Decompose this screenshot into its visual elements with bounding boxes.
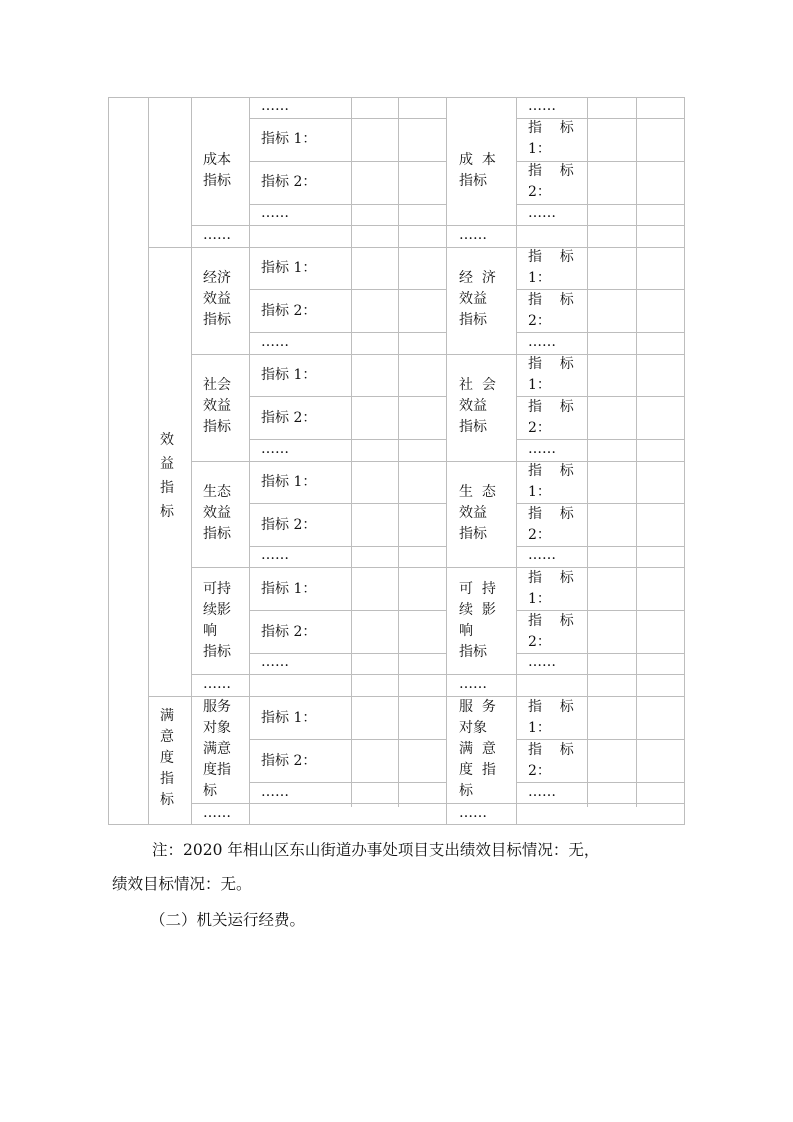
cost-label-left: 成本 指标 (203, 152, 231, 189)
indicator-1-right: 指 标 1： (528, 570, 574, 607)
indicator-1-left: 指标 1： (261, 710, 317, 726)
grid-line (249, 503, 447, 504)
dots-cell: …… (528, 654, 556, 670)
dots-cell: …… (528, 205, 556, 221)
grid-line (249, 396, 447, 397)
grid-line (249, 610, 447, 611)
dots-cell: …… (261, 205, 289, 221)
cost-label-right: 成 本 指标 (459, 152, 496, 189)
grid-line (108, 824, 685, 825)
section-title: （二）机关运行经费。 (150, 911, 306, 929)
dots-cell: …… (261, 654, 289, 670)
dots-cell: …… (261, 98, 289, 114)
grid-line (191, 354, 685, 355)
dots-cell: …… (261, 784, 289, 800)
indicator-2-left: 指标 2： (261, 303, 317, 319)
dots-cell: …… (459, 805, 487, 821)
grid-line (108, 97, 109, 825)
indicator-1-left: 指标 1： (261, 260, 317, 276)
dots-cell: …… (203, 676, 231, 692)
dots-cell: …… (459, 676, 487, 692)
dots-cell: …… (203, 227, 231, 243)
dots-cell: …… (528, 334, 556, 350)
cost-indicator-2-left: 指标 2： (261, 174, 317, 190)
grid-line (191, 225, 685, 226)
grid-line (249, 739, 447, 740)
indicator-2-right: 指 标 2： (528, 506, 574, 543)
cost-indicator-2-right: 指 标 2： (528, 163, 574, 200)
indicator-1-left: 指标 1： (261, 474, 317, 490)
grid-line (148, 247, 685, 248)
indicator-1-right: 指 标 1： (528, 699, 574, 736)
ecological-label-left: 生态 效益 指标 (203, 484, 231, 542)
indicator-2-left: 指标 2： (261, 624, 317, 640)
economic-label-right: 经 济 效益 指标 (459, 270, 496, 328)
note-line-1: 注：2020 年相山区东山街道办事处项目支出绩效目标情况：无， (152, 841, 600, 859)
grid-line (249, 289, 447, 290)
dots-cell: …… (528, 547, 556, 563)
economic-label-left: 经济 效益 指标 (203, 270, 231, 328)
cost-indicator-1-right: 指 标 1： (528, 120, 574, 157)
grid-line (191, 461, 685, 462)
indicator-2-right: 指 标 2： (528, 742, 574, 779)
indicator-1-right: 指 标 1： (528, 249, 574, 286)
cost-indicator-1-left: 指标 1： (261, 131, 317, 147)
indicator-2-left: 指标 2： (261, 517, 317, 533)
indicator-2-right: 指 标 2： (528, 292, 574, 329)
grid-line (148, 97, 149, 825)
indicator-1-right: 指 标 1： (528, 356, 574, 393)
satisfaction-label-right: 服 务 对象 满 意 度 指 标 (459, 699, 496, 799)
grid-line (191, 803, 685, 804)
dots-cell: …… (459, 227, 487, 243)
indicator-2-left: 指标 2： (261, 410, 317, 426)
dots-cell: …… (261, 547, 289, 563)
indicator-2-right: 指 标 2： (528, 613, 574, 650)
dots-cell: …… (528, 441, 556, 457)
sustainability-label-left: 可持 续影 响 指标 (203, 581, 231, 660)
satisfaction-label-left: 服务 对象 满意 度指 标 (203, 699, 231, 799)
sustainability-label-right: 可 持 续 影 响 指标 (459, 581, 496, 660)
grid-line (191, 674, 685, 675)
ecological-label-right: 生 态 效益 指标 (459, 484, 496, 542)
dots-cell: …… (203, 805, 231, 821)
grid-line (249, 118, 447, 119)
social-label-right: 社 会 效益 指标 (459, 377, 496, 435)
indicator-1-left: 指标 1： (261, 581, 317, 597)
grid-line (191, 567, 685, 568)
note-line-2: 绩效目标情况：无。 (112, 875, 252, 893)
benefit-category-label: 效 益 指 标 (160, 432, 174, 520)
social-label-left: 社会 效益 指标 (203, 377, 231, 435)
dots-cell: …… (528, 784, 556, 800)
satisfaction-category-label: 满 意 度 指 标 (160, 708, 174, 808)
dots-cell: …… (261, 441, 289, 457)
dots-cell: …… (528, 98, 556, 114)
indicator-1-right: 指 标 1： (528, 463, 574, 500)
dots-cell: …… (261, 334, 289, 350)
grid-line (108, 97, 685, 98)
grid-line (249, 161, 447, 162)
indicator-2-left: 指标 2： (261, 753, 317, 769)
indicator-1-left: 指标 1： (261, 367, 317, 383)
indicator-2-right: 指 标 2： (528, 399, 574, 436)
